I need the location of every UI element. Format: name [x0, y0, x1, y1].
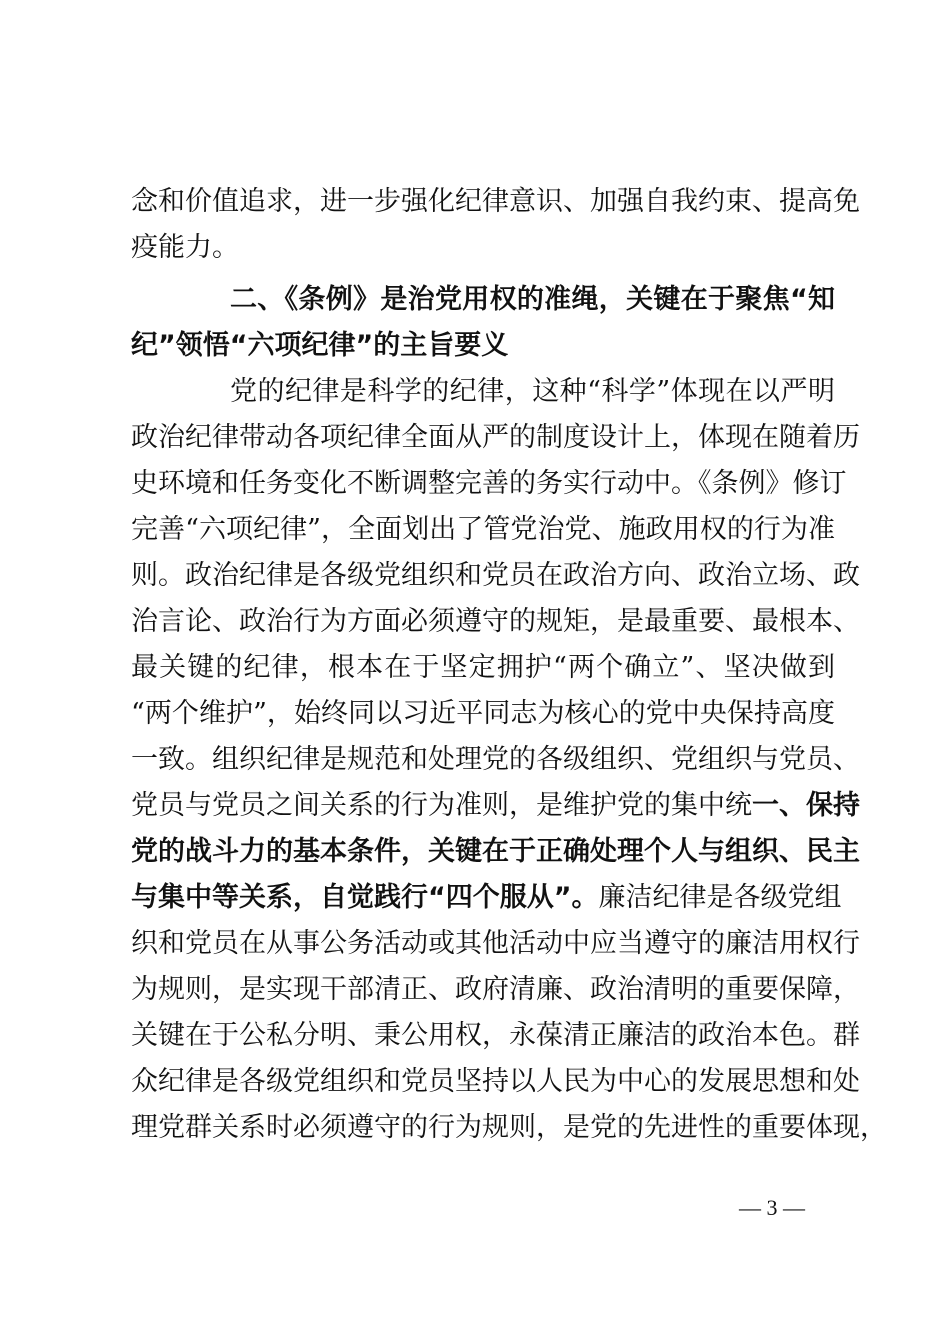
paragraph-first-line: 党的纪律是科学的纪律，这种“科学”体现在以严明: [230, 376, 835, 407]
normal-text-span: 廉洁纪律是各级党组: [598, 882, 842, 913]
body-text-line: 众纪律是各级党组织和党员坚持以人民为中心的发展思想和处: [131, 1066, 860, 1097]
body-text-line: 完善“六项纪律”，全面划出了管党治党、施政用权的行为准: [131, 514, 835, 545]
body-text-line: 治言论、政治行为方面必须遵守的规矩，是最重要、最根本、: [131, 606, 860, 637]
bold-text-line: 党的战斗力的基本条件，关键在于正确处理个人与组织、民主: [131, 836, 860, 867]
body-text-line: 疫能力。: [131, 232, 239, 263]
body-text-line-mixed: [131, 788, 860, 824]
body-text-line: 则。政治纪律是各级党组织和党员在政治方向、政治立场、政: [131, 560, 860, 591]
body-text-line: 一致。组织纪律是规范和处理党的各级组织、党组织与党员、: [131, 744, 860, 775]
section-heading-line: 纪”领悟“六项纪律”的主旨要义: [131, 330, 509, 361]
body-text-line: 织和党员在从事公务活动或其他活动中应当遵守的廉洁用权行: [131, 928, 860, 959]
body-text-line: 政治纪律带动各项纪律全面从严的制度设计上，体现在随着历: [131, 422, 860, 453]
body-text-line-mixed: [131, 880, 842, 916]
body-text-line: 最关键的纪律，根本在于坚定拥护“两个确立”、坚决做到: [131, 652, 835, 683]
normal-text-span: 党员与党员之间关系的行为准则，是维护党的集中统: [131, 790, 752, 821]
body-text-line: 理党群关系时必须遵守的行为规则，是党的先进性的重要体现，: [131, 1112, 887, 1143]
bold-text-span: 一、保持: [752, 790, 860, 821]
bold-text-span: 与集中等关系，自觉践行“四个服从”。: [131, 882, 599, 913]
body-text-line: 为规则，是实现干部清正、政府清廉、政治清明的重要保障，: [131, 974, 860, 1005]
page-number: — 3 —: [739, 1195, 805, 1220]
body-text-line: 史环境和任务变化不断调整完善的务实行动中。《条例》修订: [131, 468, 847, 499]
body-text-line: 念和价值追求，进一步强化纪律意识、加强自我约束、提高免: [131, 186, 860, 217]
section-heading-line: 二、《条例》是治党用权的准绳，关键在于聚焦“知: [230, 284, 835, 315]
body-text-line: 关键在于公私分明、秉公用权，永葆清正廉洁的政治本色。群: [131, 1020, 860, 1051]
body-text-line: “两个维护”，始终同以习近平同志为核心的党中央保持高度: [131, 698, 835, 729]
